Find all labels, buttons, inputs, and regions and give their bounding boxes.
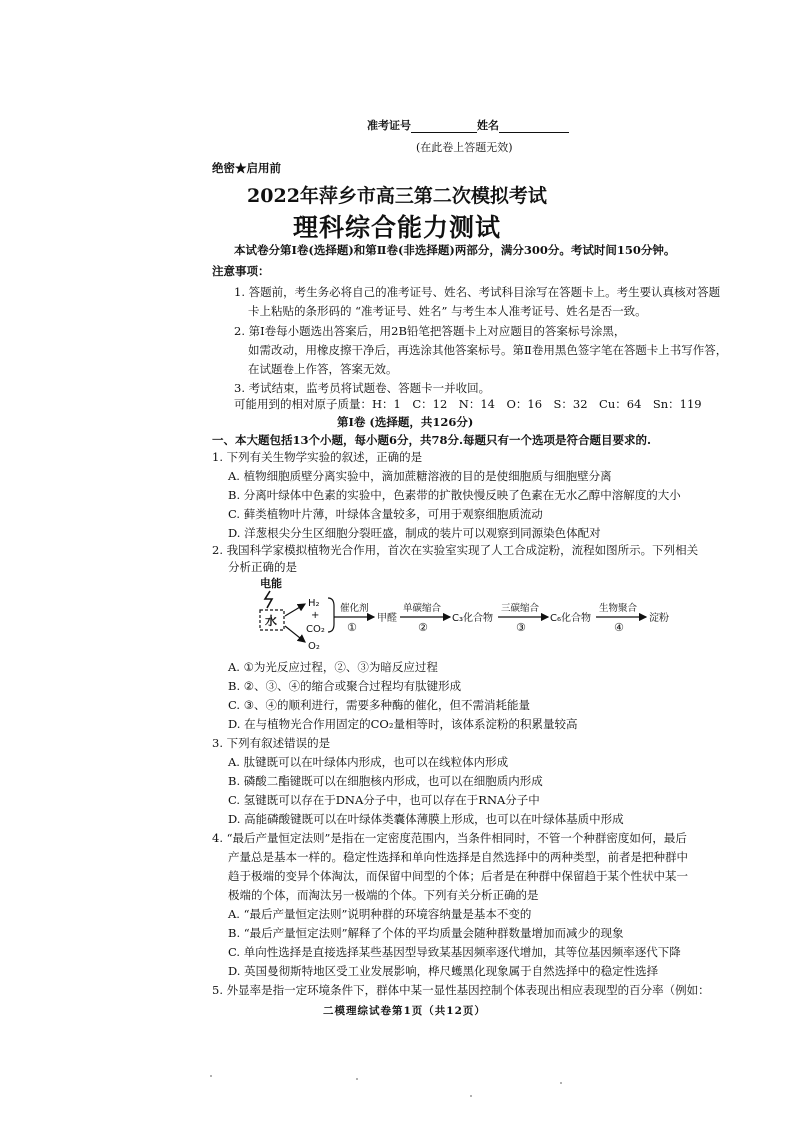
q5-stem: 5. 外显率是指一定环境条件下，群体中某一显性基因控制个体表现出相应表现型的百分率（例如：	[212, 983, 710, 997]
starch-synthesis-diagram	[248, 576, 688, 656]
name-blank	[499, 120, 569, 133]
part1-heading: 第Ⅰ卷 (选择题，共126分)	[337, 415, 474, 429]
o2-label: O₂	[308, 641, 320, 652]
scan-speck	[560, 1082, 562, 1084]
no-answer-note: (在此卷上答题无效)	[416, 141, 513, 154]
q2-stem-line2: 分析正确的是	[228, 560, 297, 574]
q3-option-d: D. 高能磷酸键既可以在叶绿体类囊体薄膜上形成，也可以在叶绿体基质中形成	[228, 812, 624, 826]
exam-title: 2022年萍乡市高三第二次模拟考试	[247, 185, 547, 207]
scan-speck	[210, 1075, 212, 1077]
q4-option-a: A. “最后产量恒定法则”说明种群的环境容纳量是基本不变的	[228, 907, 532, 921]
q2-option-b: B. ②、③、④的缩合或聚合过程均有肽键形成	[228, 679, 462, 693]
candidate-info-line	[367, 117, 569, 133]
q3-option-a: A. 肽键既可以在叶绿体内形成，也可以在线粒体内形成	[228, 755, 509, 769]
q2-option-a: A. ①为光反应过程，②、③为暗反应过程	[228, 660, 438, 674]
c6-label: C₆化合物	[550, 613, 591, 624]
water-label: 水	[265, 614, 278, 628]
exam-subtitle: 理科综合能力测试	[292, 213, 501, 242]
q4-option-d: D. 英国曼彻斯特地区受工业发展影响，桦尺蠖黑化现象属于自然选择中的稳定性选择	[228, 964, 659, 978]
note-line: 2. 第Ⅰ卷每小题选出答案后，用2B铅笔把答题卡上对应题目的答案标号涂黑，	[234, 324, 626, 338]
formaldehyde-label: 甲醛	[377, 613, 397, 624]
atomic-mass-line: 可能用到的相对原子质量：H：1 C：12 N：14 O：16 S：32 Cu：64 Sn：119	[234, 397, 702, 411]
notes-heading: 注意事项：	[212, 264, 270, 278]
q1-stem: 1. 下列有关生物学实验的叙述，正确的是	[212, 450, 423, 464]
q3-option-b: B. 磷酸二酯键既可以在细胞核内形成，也可以在细胞质内形成	[228, 774, 543, 788]
part1-instruction: 一、本大题包括13个小题，每小题6分，共78分.每题只有一个选项是符合题目要求的.	[212, 433, 652, 447]
bio-polymer-label: 生物聚合	[599, 603, 638, 614]
catalyst-label: 催化剂	[340, 603, 369, 614]
name-label: 姓名	[477, 119, 499, 132]
q3-option-c: C. 氢键既可以存在于DNA分子中，也可以存在于RNA分子中	[228, 793, 540, 807]
note-line: 3. 考试结束，监考员将试题卷、答题卡一并收回。	[234, 381, 491, 395]
q4-stem-line: 4. “最后产量恒定法则”是指在一定密度范围内，当条件相同时，不管一个种群密度如何，最后	[212, 831, 687, 845]
step1-number: ①	[347, 621, 357, 634]
three-carbon-label: 三碳缩合	[501, 603, 540, 614]
q1-option-c: C. 藓类植物叶片薄，叶绿体含量较多，可用于观察细胞质流动	[228, 507, 543, 521]
step4-number: ④	[614, 621, 624, 634]
arrow-to-h2	[285, 604, 305, 616]
lightning-icon	[265, 591, 272, 608]
q1-option-d: D. 洋葱根尖分生区细胞分裂旺盛，制成的装片可以观察到同源染色体配对	[228, 526, 601, 540]
step2-number: ②	[418, 621, 428, 634]
q4-stem-line: 产量总是基本一样的。稳定性选择和单向性选择是自然选择中的两种类型，前者是把种群中	[228, 850, 688, 864]
single-carbon-label: 单碳缩合	[403, 603, 442, 614]
arrow-to-o2	[285, 626, 305, 642]
step3-number: ③	[516, 621, 526, 634]
q4-option-c: C. 单向性选择是直接选择某些基因型导致某基因频率逐代增加，其等位基因频率逐代下降	[228, 945, 681, 959]
page-footer: 二模理综试卷第1页（共12页）	[323, 1005, 486, 1017]
note-line: 如需改动，用橡皮擦干净后，再选涂其他答案标号。第Ⅱ卷用黑色签字笔在答题卡上书写作答，	[248, 343, 728, 357]
note-line: 在试题卷上作答，答案无效。	[248, 362, 398, 376]
q1-option-b: B. 分离叶绿体中色素的实验中，色素带的扩散快慢反映了色素在无水乙醇中溶解度的大小	[228, 488, 681, 502]
c3-label: C₃化合物	[452, 613, 493, 624]
scan-speck	[356, 1078, 358, 1080]
q2-option-d: D. 在与植物光合作用固定的CO₂量相等时，该体系淀粉的积累量较高	[228, 717, 578, 731]
secret-mark: 绝密★启用前	[212, 161, 281, 175]
h2-label: H₂	[308, 598, 320, 609]
q1-option-a: A. 植物细胞质壁分离实验中，滴加蔗糖溶液的目的是使细胞质与细胞壁分离	[228, 469, 612, 483]
scan-speck	[470, 1095, 472, 1097]
plus-sign: +	[311, 610, 320, 621]
q4-option-b: B. “最后产量恒定法则”解释了个体的平均质量会随种群数量增加而减少的现象	[228, 926, 624, 940]
q2-stem-line1: 2. 我国科学家模拟植物光合作用，首次在实验室实现了人工合成淀粉，流程如图所示。下列相关	[212, 543, 699, 557]
q2-option-c: C. ③、④的顺利进行，需要多种酶的催化，但不需消耗能量	[228, 698, 531, 712]
energy-label: 电能	[260, 577, 282, 590]
intro-text: 本试卷分第Ⅰ卷(选择题)和第Ⅱ卷(非选择题)两部分，满分300分。考试时间150分钟。	[234, 243, 676, 257]
q3-stem: 3. 下列有叙述错误的是	[212, 736, 331, 750]
note-line: 卡上粘贴的条形码的 “准考证号、姓名” 与考生本人准考证号、姓名是否一致。	[248, 304, 647, 318]
co2-label: CO₂	[306, 624, 325, 635]
bracket	[328, 598, 334, 632]
exam-id-blank	[411, 120, 477, 133]
q4-stem-line: 趋于极端的变异个体淘汰，而保留中间型的个体；后者是在种群中保留趋于某个性状中某一	[228, 869, 688, 883]
starch-label: 淀粉	[649, 613, 669, 624]
note-line: 1. 答题前，考生务必将自己的准考证号、姓名、考试科目涂写在答题卡上。考生要认真核对答题	[234, 285, 721, 299]
q4-stem-line: 极端的个体，而淘汰另一极端的个体。下列有关分析正确的是	[228, 888, 539, 902]
exam-id-label: 准考证号	[367, 119, 411, 132]
